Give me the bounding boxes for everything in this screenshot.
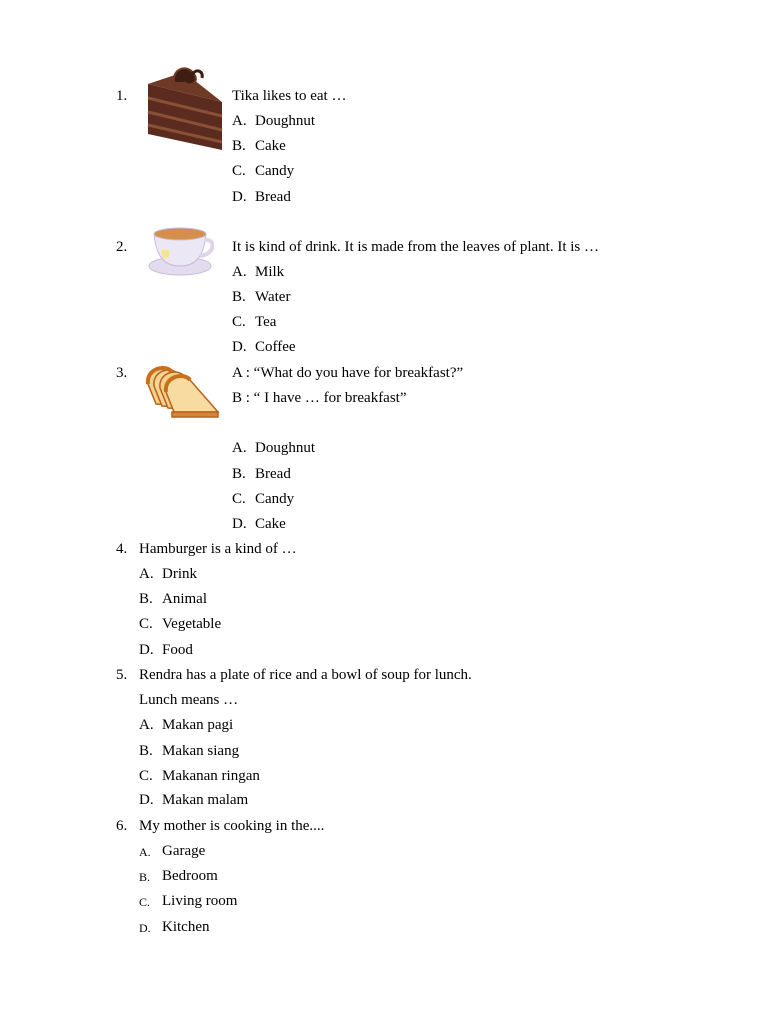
option-text[interactable]: Bread [255,189,291,205]
option-letter: A. [139,717,154,733]
question-2-prompt: It is kind of drink. It is made from the leaves of plant. It is … [232,239,600,255]
option-letter: B. [139,591,153,607]
question-5-prompt-line-2: Lunch means … [139,692,239,708]
option-letter: B. [232,289,246,305]
option-text[interactable]: Makan malam [162,792,249,808]
question-2-number: 2. [116,239,128,255]
option-text[interactable]: Cake [255,138,286,154]
option-letter: A. [139,566,154,582]
option-letter: B. [232,138,246,154]
option-text[interactable]: Kitchen [162,919,210,935]
option-text[interactable]: Living room [162,893,238,909]
option-letter: D. [232,339,247,355]
option-letter: D. [232,189,247,205]
option-letter: D. [232,516,247,532]
option-text[interactable]: Candy [255,163,295,179]
option-letter: D. [139,642,154,658]
option-text[interactable]: Candy [255,491,295,507]
question-6-number: 6. [116,818,128,834]
option-letter: C. [139,895,151,909]
question-6-prompt: My mother is cooking in the.... [139,818,325,834]
option-letter: C. [232,163,246,179]
question-5-prompt-line-1: Rendra has a plate of rice and a bowl of soup for lunch. [139,667,472,683]
question-4-prompt: Hamburger is a kind of … [139,541,297,557]
option-text[interactable]: Food [162,642,193,658]
option-text[interactable]: Doughnut [255,113,315,129]
question-3-prompt-line-1: A : “What do you have for breakfast?” [232,365,464,381]
option-text[interactable]: Cake [255,516,286,532]
option-text[interactable]: Garage [162,843,206,859]
option-text[interactable]: Makanan ringan [162,768,260,784]
option-letter: A. [232,264,247,280]
option-text[interactable]: Makan siang [162,743,240,759]
option-text[interactable]: Animal [162,591,207,607]
option-text[interactable]: Makan pagi [162,717,234,733]
question-4-number: 4. [116,541,128,557]
option-text[interactable]: Milk [255,264,285,280]
option-letter: C. [139,768,153,784]
option-letter: D. [139,792,154,808]
option-letter: C. [232,491,246,507]
option-text[interactable]: Coffee [255,339,296,355]
option-text[interactable]: Bread [255,466,291,482]
question-1-prompt: Tika likes to eat … [232,88,347,104]
option-text[interactable]: Tea [255,314,277,330]
question-3-number: 3. [116,365,128,381]
option-letter: B. [232,466,246,482]
sliced-bread-icon [144,362,222,420]
chocolate-cake-slice-icon [144,62,224,152]
option-letter: C. [232,314,246,330]
question-1-number: 1. [116,88,128,104]
option-letter: A. [139,845,151,859]
option-text[interactable]: Water [255,289,291,305]
option-letter: C. [139,616,153,632]
option-text[interactable]: Bedroom [162,868,218,884]
tea-cup-icon [146,222,214,278]
option-text[interactable]: Drink [162,566,197,582]
option-letter: D. [139,921,151,935]
question-5-number: 5. [116,667,128,683]
option-letter: B. [139,743,153,759]
question-3-prompt-line-2: B : “ I have … for breakfast” [232,390,407,406]
option-letter: A. [232,113,247,129]
option-text[interactable]: Doughnut [255,440,315,456]
option-letter: A. [232,440,247,456]
option-text[interactable]: Vegetable [162,616,222,632]
option-letter: B. [139,870,151,884]
